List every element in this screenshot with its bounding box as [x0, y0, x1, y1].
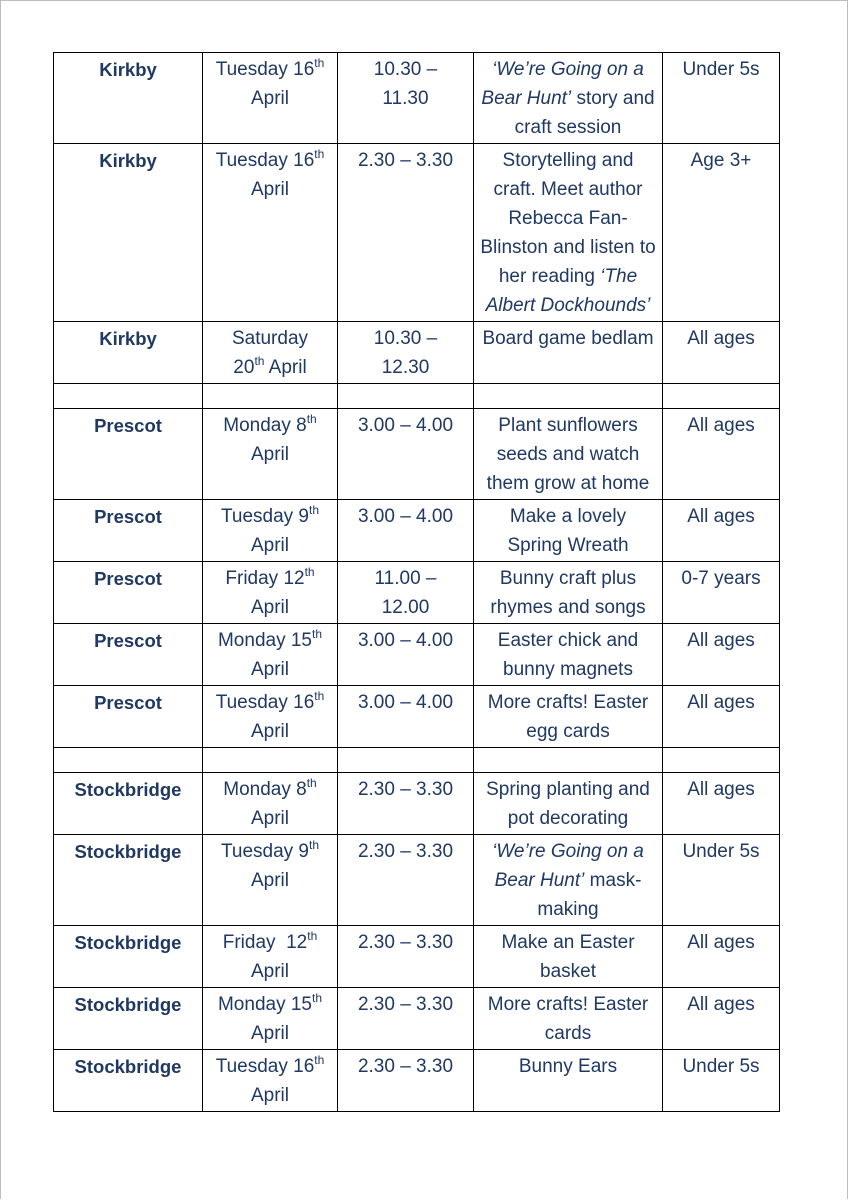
- table-row: [54, 926, 780, 988]
- age-cell: Under 5s: [663, 53, 780, 144]
- age-cell: All ages: [663, 322, 780, 384]
- activity-cell: ‘We’re Going on a Bear Hunt’ mask-making: [474, 835, 663, 926]
- location-cell: Stockbridge: [54, 988, 203, 1050]
- spacer-row: [54, 384, 780, 409]
- date-cell: Tuesday 16th April: [203, 53, 338, 144]
- date-cell: Tuesday 9th April: [203, 500, 338, 562]
- time-cell: 3.00 – 4.00: [338, 500, 474, 562]
- date-cell: Saturday 20th April: [203, 322, 338, 384]
- age-cell: All ages: [663, 926, 780, 988]
- date-cell: Tuesday 16th April: [203, 1050, 338, 1112]
- date-cell: Tuesday 16th April: [203, 686, 338, 748]
- activity-cell: Storytelling and craft. Meet author Rebecca Fan-Blinston and listen to her reading ‘The Albert Dockhounds’: [474, 144, 663, 322]
- time-cell: 11.00 – 12.00: [338, 562, 474, 624]
- activity-cell: Bunny craft plus rhymes and songs: [474, 562, 663, 624]
- location-cell: Prescot: [54, 562, 203, 624]
- table-row: [54, 835, 780, 926]
- time-cell: 3.00 – 4.00: [338, 409, 474, 500]
- table-row: [54, 1050, 780, 1112]
- time-cell: 2.30 – 3.30: [338, 773, 474, 835]
- activity-cell: Spring planting and pot decorating: [474, 773, 663, 835]
- age-cell: 0-7 years: [663, 562, 780, 624]
- date-cell: Tuesday 16th April: [203, 144, 338, 322]
- location-cell: Kirkby: [54, 144, 203, 322]
- location-cell: Prescot: [54, 624, 203, 686]
- location-cell: Prescot: [54, 409, 203, 500]
- table-row: [54, 988, 780, 1050]
- table-row: [54, 624, 780, 686]
- age-cell: All ages: [663, 773, 780, 835]
- time-cell: 2.30 – 3.30: [338, 926, 474, 988]
- date-cell: Monday 8th April: [203, 773, 338, 835]
- time-cell: 10.30 – 11.30: [338, 53, 474, 144]
- location-cell: Kirkby: [54, 53, 203, 144]
- date-cell: Monday 15th April: [203, 988, 338, 1050]
- activity-cell: Make an Easter basket: [474, 926, 663, 988]
- date-cell: Friday 12th April: [203, 562, 338, 624]
- location-cell: Stockbridge: [54, 835, 203, 926]
- age-cell: Under 5s: [663, 1050, 780, 1112]
- table-row: [54, 53, 780, 144]
- date-cell: Friday 12th April: [203, 926, 338, 988]
- table-row: [54, 686, 780, 748]
- location-cell: Stockbridge: [54, 926, 203, 988]
- age-cell: All ages: [663, 624, 780, 686]
- location-cell: Prescot: [54, 686, 203, 748]
- activity-cell: More crafts! Easter cards: [474, 988, 663, 1050]
- time-cell: 3.00 – 4.00: [338, 686, 474, 748]
- age-cell: All ages: [663, 686, 780, 748]
- age-cell: All ages: [663, 409, 780, 500]
- time-cell: 10.30 – 12.30: [338, 322, 474, 384]
- time-cell: 2.30 – 3.30: [338, 1050, 474, 1112]
- activity-cell: Plant sunflowers seeds and watch them grow at home: [474, 409, 663, 500]
- location-cell: Stockbridge: [54, 1050, 203, 1112]
- activity-cell: Easter chick and bunny magnets: [474, 624, 663, 686]
- age-cell: Age 3+: [663, 144, 780, 322]
- table-row: [54, 773, 780, 835]
- date-cell: Monday 15th April: [203, 624, 338, 686]
- time-cell: 3.00 – 4.00: [338, 624, 474, 686]
- table-row: [54, 562, 780, 624]
- time-cell: 2.30 – 3.30: [338, 988, 474, 1050]
- activity-cell: Bunny Ears: [474, 1050, 663, 1112]
- date-cell: Tuesday 9th April: [203, 835, 338, 926]
- spacer-row: [54, 748, 780, 773]
- table-row: [54, 500, 780, 562]
- activity-cell: More crafts! Easter egg cards: [474, 686, 663, 748]
- events-table: [53, 52, 780, 1112]
- time-cell: 2.30 – 3.30: [338, 144, 474, 322]
- table-row: [54, 144, 780, 322]
- activity-cell: Make a lovely Spring Wreath: [474, 500, 663, 562]
- location-cell: Stockbridge: [54, 773, 203, 835]
- location-cell: Kirkby: [54, 322, 203, 384]
- activity-cell: Board game bedlam: [474, 322, 663, 384]
- date-cell: Monday 8th April: [203, 409, 338, 500]
- table-row: [54, 409, 780, 500]
- location-cell: Prescot: [54, 500, 203, 562]
- activity-cell: ‘We’re Going on a Bear Hunt’ story and craft session: [474, 53, 663, 144]
- age-cell: Under 5s: [663, 835, 780, 926]
- age-cell: All ages: [663, 988, 780, 1050]
- table-row: [54, 322, 780, 384]
- time-cell: 2.30 – 3.30: [338, 835, 474, 926]
- age-cell: All ages: [663, 500, 780, 562]
